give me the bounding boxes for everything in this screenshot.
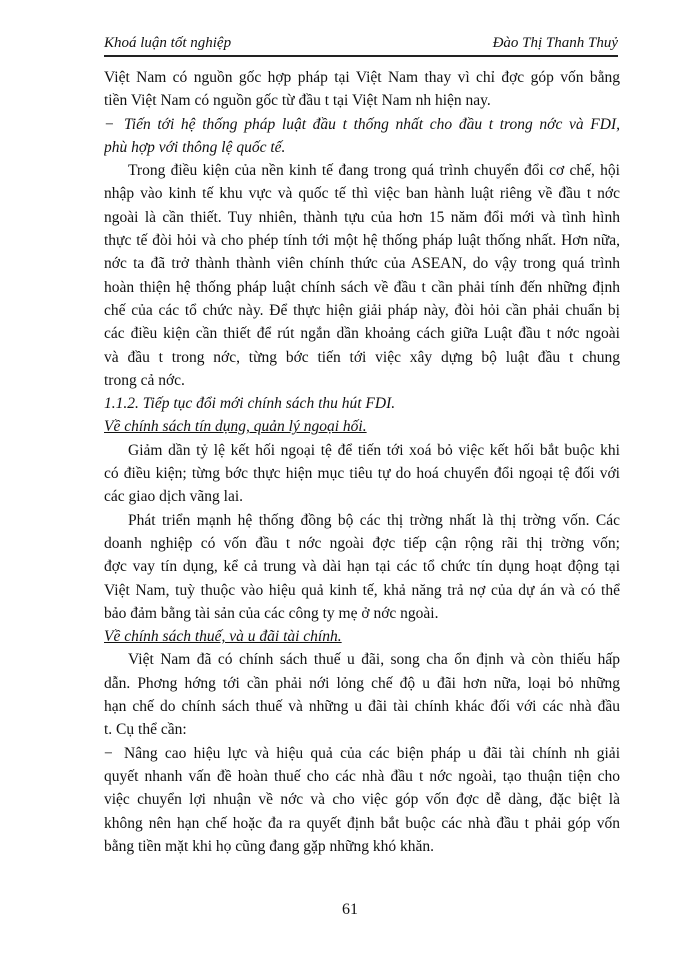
subheading-tax-policy: Về chính sách thuế, và u đãi tài chính.	[104, 628, 342, 646]
text-line: quyết nhanh vấn đề hoàn thuế cho các nhà đầu t nớc ngoài, tạo thuận tiện cho	[104, 767, 620, 785]
text-line: bằng tiền mặt khi họ cũng đang gặp những khó khăn.	[104, 837, 434, 855]
header-author: Đào Thị Thanh Thuỷ	[492, 35, 618, 51]
text-line: ngoài là cần thiết. Tuy nhiên, thành tựu của hơn 15 năm đổi mới và tình hình	[104, 208, 620, 226]
text-line: dẫn. Phơng hớng tới cần phải nới lỏng chế độ u đãi hơn nữa, loại bỏ những	[104, 674, 620, 692]
page-header	[104, 33, 618, 57]
text-line: hạn chế do chính sách thuế và những u đãi tài chính khác đối với các nhà đầu	[104, 698, 620, 716]
dash-bullet: −	[104, 115, 115, 133]
paragraph-first-line: Việt Nam đã có chính sách thuế u đãi, song cha ổn định và còn thiếu hấp	[128, 651, 620, 669]
paragraph-first-line: Trong điều kiện của nền kinh tế đang trong quá trình chuyển đổi cơ chế, hội	[128, 162, 620, 180]
text-line: Nâng cao hiệu lực và hiệu quả của các biện pháp u đãi tài chính nh giải	[124, 744, 620, 762]
text-line: có điều kiện; từng bớc thực hiện mục tiêu tự do hoá chuyển đổi ngoại tệ đối với	[104, 465, 620, 483]
text-line: trong cả nớc.	[104, 371, 185, 389]
text-line: đợc vay tín dụng, kể cả trung và dài hạn tại các tổ chức tín dụng hoạt động tại	[104, 558, 620, 576]
text-line: tiền Việt Nam có nguồn gốc từ đầu t tại Việt Nam nh hiện nay.	[104, 92, 491, 110]
text-line: phù hợp với thông lệ quốc tế.	[104, 138, 286, 156]
text-line: nớc ta đã trở thành thành viên chính thức của ASEAN, do vậy trong quá trình	[104, 255, 620, 273]
text-line: không nên hạn chế hoặc đa ra quyết định bắt buộc các nhà đầu t phải góp vốn	[104, 814, 620, 832]
text-line: các giao dịch vãng lai.	[104, 488, 244, 506]
page-number: 61	[342, 901, 358, 918]
text-line: t. Cụ thể cần:	[104, 721, 187, 739]
text-line: và đầu t trong nớc, từng bớc tiến tới việc xây dựng bộ luật đầu t chung	[104, 348, 620, 366]
italic-bullet-line	[104, 113, 620, 136]
section-heading: 1.1.2. Tiếp tục đổi mới chính sách thu hút FDI.	[104, 395, 396, 413]
text-line: Tiến tới hệ thống pháp luật đầu t thống nhất cho đầu t trong nớc và FDI,	[124, 115, 620, 133]
bullet-line	[104, 742, 620, 765]
text-line: việc chuyển lợi nhuận về nớc và cho việc góp vốn đợc dễ dàng, đặc biệt là	[104, 791, 620, 809]
text-line: hoàn thiện hệ thống pháp luật chính sách về đầu t cần phải tính đến những định	[104, 278, 620, 296]
paragraph-first-line: Giảm dần tỷ lệ kết hối ngoại tệ để tiến tới xoá bỏ việc kết hối bắt buộc khi	[128, 441, 620, 459]
header-left-title: Khoá luận tốt nghiệp	[104, 35, 232, 51]
paragraph-first-line: Phát triển mạnh hệ thống đồng bộ các thị trờng nhất là thị trờng vốn. Các	[128, 511, 620, 529]
text-line: Việt Nam, tuỳ thuộc vào hiệu quả kinh tế, khả năng trả nợ của dự án và có thể	[104, 581, 620, 599]
text-line: thực tế đòi hỏi và cho phép tính tới một hệ thống pháp luật thống nhất. Hơn nữa,	[104, 232, 620, 250]
subheading-credit-policy: Về chính sách tín dụng, quản lý ngoại hối.	[104, 418, 367, 436]
text-line: các điều kiện cần thiết để rút ngắn dần khoảng cách giữa Luật đầu t nớc ngoài	[104, 325, 620, 343]
text-line: nhập vào kinh tế khu vực và quốc tế thì việc ban hành luật riêng về đầu t nớc	[104, 185, 620, 203]
text-line: Việt Nam có nguồn gốc hợp pháp tại Việt Nam thay vì chỉ đợc góp vốn bằng	[104, 69, 620, 86]
body-text	[104, 66, 620, 858]
text-line: chế của các tổ chức này. Để thực hiện giải pháp này, đòi hỏi cần phải chuẩn bị	[104, 301, 620, 319]
dash-bullet: −	[104, 744, 113, 762]
text-line: doanh nghiệp có vốn đầu t nớc ngoài đợc tiếp cận rộng rãi thị trờng vốn;	[104, 534, 620, 552]
text-line: bảo đảm bằng tài sản của các công ty mẹ ở nớc ngoài.	[104, 604, 439, 622]
